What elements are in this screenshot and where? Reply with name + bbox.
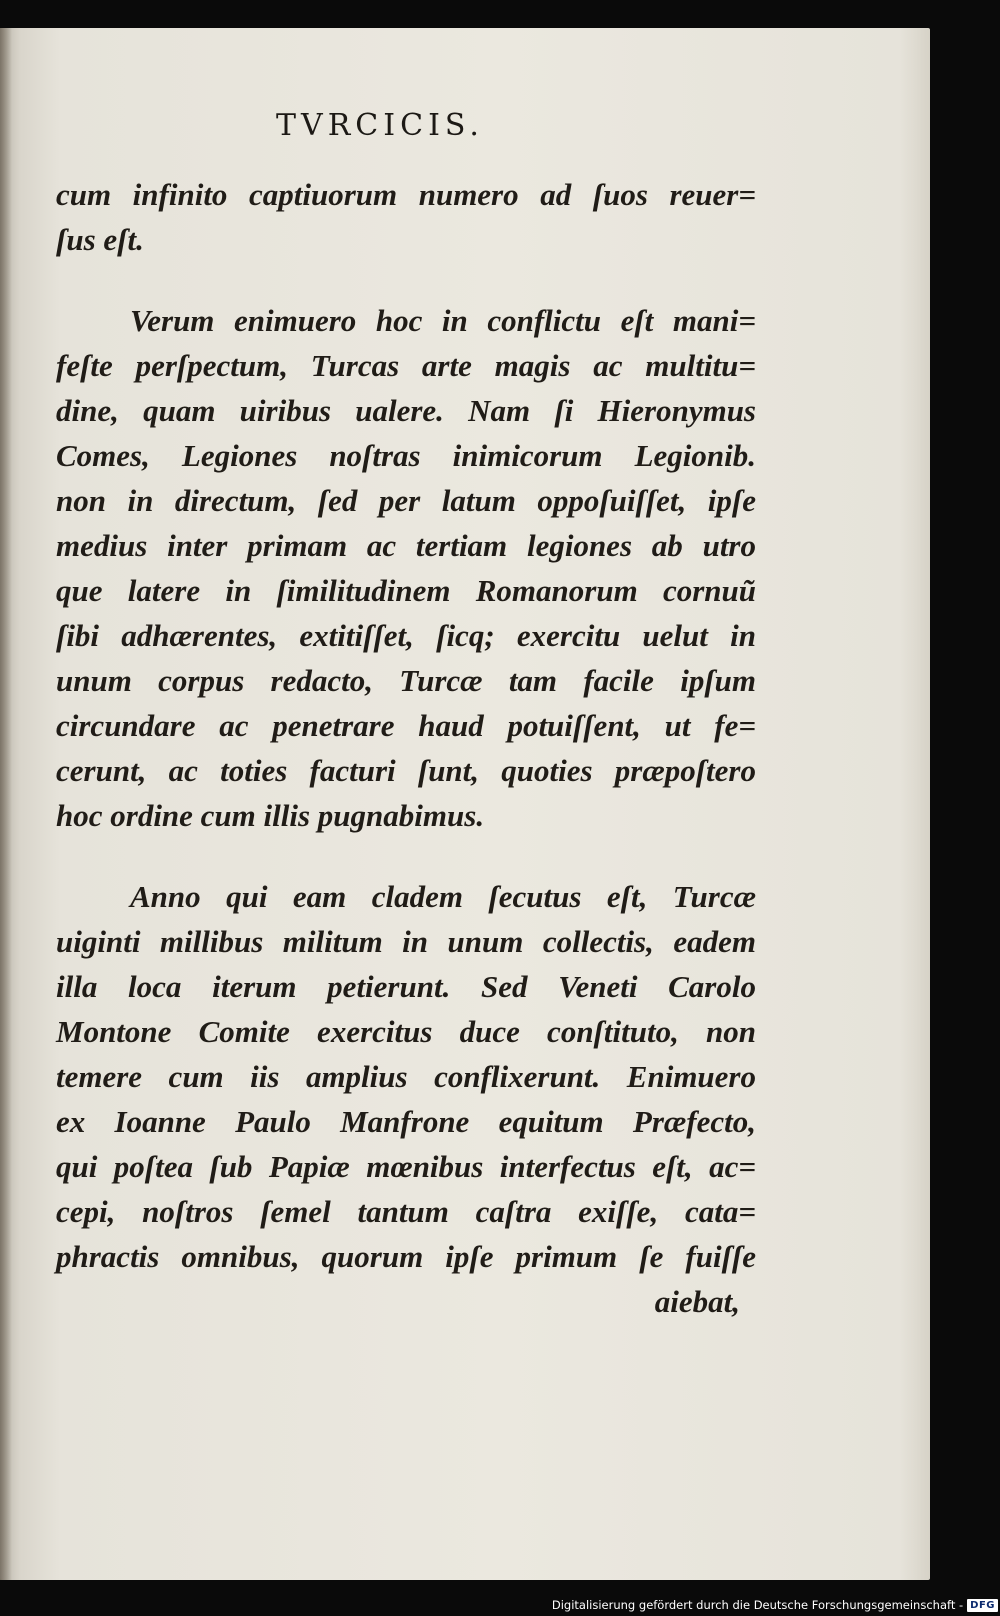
- text-line: unum corpus redacto, Turcæ tam facile ipſum: [56, 663, 756, 698]
- text-line: cerunt, ac toties facturi ſunt, quoties præpoſtero: [56, 753, 756, 788]
- text-line: Anno qui eam cladem ſecutus eſt, Turcæ: [130, 879, 756, 914]
- text-line: que latere in ſimilitudinem Romanorum cornuũ: [56, 573, 756, 608]
- text-line: medius inter primam ac tertiam legiones ab utro: [56, 528, 756, 563]
- text-line: hoc ordine cum illis pugnabimus.: [56, 798, 485, 833]
- text-line: uiginti millibus militum in unum collectis, eadem: [56, 924, 756, 959]
- text-line: Comes, Legiones noſtras inimicorum Legionib.: [56, 438, 756, 473]
- text-line: qui poſtea ſub Papiæ mœnibus interfectus eſt, ac=: [56, 1149, 756, 1184]
- body-text: [56, 172, 756, 1324]
- text-line: cum infinito captiuorum numero ad ſuos reuer=: [56, 177, 756, 212]
- text-line: feſte perſpectum, Turcas arte magis ac multitu=: [56, 348, 756, 383]
- dfg-logo: DFG: [967, 1599, 998, 1612]
- text-line: ſibi adhærentes, extitiſſet, ſicq; exercitu uelut in: [56, 618, 756, 653]
- text-line: circundare ac penetrare haud potuiſſent, ut fe=: [56, 708, 756, 743]
- catchword: aiebat,: [654, 1284, 740, 1319]
- text-line: ex Ioanne Paulo Manfrone equitum Præfecto,: [56, 1104, 756, 1139]
- footer-credit: [552, 1594, 1000, 1616]
- text-line: Verum enimuero hoc in conflictu eſt mani=: [130, 303, 756, 338]
- running-head: TVRCICIS.: [276, 108, 484, 143]
- text-line: phractis omnibus, quorum ipſe primum ſe fuiſſe: [56, 1239, 756, 1274]
- paragraph-gap: [56, 262, 756, 298]
- text-line: cepi, noſtros ſemel tantum caſtra exiſſe, cata=: [56, 1194, 756, 1229]
- text-line: non in directum, ſed per latum oppoſuiſſet, ipſe: [56, 483, 756, 518]
- text-line: temere cum iis amplius conflixerunt. Enimuero: [56, 1059, 756, 1094]
- text-line: illa loca iterum petierunt. Sed Veneti Carolo: [56, 969, 756, 1004]
- text-line: Montone Comite exercitus duce conſtituto, non: [56, 1014, 756, 1049]
- text-line: dine, quam uiribus ualere. Nam ſi Hieronymus: [56, 393, 756, 428]
- paragraph-gap: [56, 838, 756, 874]
- text-line: ſus eſt.: [56, 222, 144, 257]
- footer-credit-text: Digitalisierung gefördert durch die Deutsche Forschungsgemeinschaft -: [551, 1598, 964, 1612]
- page-gutter-shadow: [0, 28, 12, 1580]
